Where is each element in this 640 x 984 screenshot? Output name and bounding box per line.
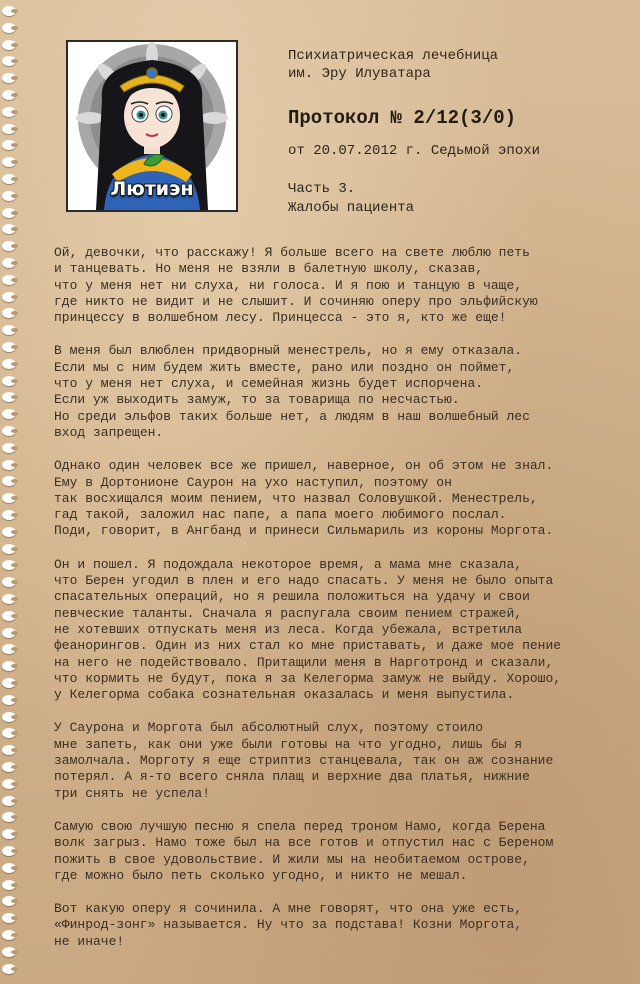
binding-ring [2,510,16,520]
complaint-paragraph [54,720,614,801]
text-line: принцессу в волшебном лесу. Принцесса - это я, кто же еще! [54,310,507,326]
binding-ring [2,90,16,100]
binding-ring [2,863,16,873]
binding-ring [2,392,16,402]
binding-ring [2,426,16,436]
text-line: пожить в свое удовольствие. И жили мы на необитаемом острове, [54,851,530,867]
binding-ring [2,241,16,251]
binding-ring [2,544,16,554]
binding-ring [2,359,16,369]
binding-ring [2,73,16,83]
binding-ring [2,964,16,974]
text-line: потерял. А я-то всего сняла плащ и верхние два платья, нижние [54,769,530,785]
binding-ring [2,140,16,150]
binding-ring [2,443,16,453]
binding-ring [2,712,16,722]
binding-ring [2,947,16,957]
binding-ring [2,493,16,503]
text-line: где никто не видит и не слышит. И сочиняю оперу про эльфийскую [54,293,538,309]
protocol-number: Протокол № 2/12(3/0) [288,107,517,129]
text-line: Он и пошел. Я подождала некоторое время, а мама мне сказала, [54,556,523,572]
binding-ring [2,527,16,537]
text-line: что кормить не будут, пока я за Келегорма замуж не выйду. Хорошо, [54,670,562,686]
binding-ring [2,745,16,755]
text-line: что у меня нет ни слуха, ни голоса. И я пою и танцую в чаще, [54,277,523,293]
text-line: певческие таланты. Сначала я распугала своим пением стражей, [54,605,523,621]
text-line: Ой, девочки, что расскажу! Я больше всего на свете люблю петь [54,245,530,260]
text-line: В меня был влюблен придворный менестрель, но я ему отказала. [54,343,523,359]
text-line: три снять не успела! [54,785,211,801]
complaint-text [54,245,614,967]
text-line: у Келегорма собака сознательная оказалась и меня выпустила. [54,687,515,703]
text-line: вход запрещен. [54,424,164,440]
binding-ring [2,896,16,906]
binding-ring [2,796,16,806]
text-line: Но среди эльфов таких больше нет, а людям в наш волшебный лес [54,408,530,424]
text-line: мне запеть, как они уже были готовы на что угодно, лишь бы я [54,736,523,752]
text-line: что у меня нет слуха, и семейная жизнь будет испорчена. [54,376,484,392]
section-title: Жалобы пациента [288,200,415,216]
binding-ring [2,560,16,570]
text-line: Если уж выходить замуж, то за товарища по несчастью. [54,392,460,408]
binding-ring [2,308,16,318]
document-part: Часть 3. [288,181,356,197]
text-line: что Берен угодил в плен и его надо спасать. У меня не было опыта [54,573,554,589]
binding-ring [2,762,16,772]
binding-ring [2,880,16,890]
complaint-paragraph [54,819,614,884]
binding-ring [2,224,16,234]
binding-ring [2,107,16,117]
text-line: замолчала. Морготу я еще стриптиз станцевала, так он аж сознание [54,753,554,769]
binding-ring [2,258,16,268]
binding-ring [2,191,16,201]
binding-ring [2,275,16,285]
binding-ring [2,695,16,705]
complaint-paragraph [54,557,614,704]
binding-ring [2,779,16,789]
binding-ring [2,409,16,419]
binding-ring [2,174,16,184]
binding-ring [2,124,16,134]
binding-ring [2,661,16,671]
institution-dedication: им. Эру Илуватара [288,66,431,82]
text-line: и танцевать. Но меня не взяли в балетную школу, сказав, [54,261,484,277]
text-line: Поди, говорит, в Ангбанд и принеси Сильмариль из короны Моргота. [54,523,554,539]
binding-ring [2,208,16,218]
text-line: где можно было петь сколько угодно, и никто не мешал. [54,867,468,883]
text-line: так восхищался моим пением, что назвал Соловушкой. Менестрель, [54,490,538,506]
binding-ring [2,913,16,923]
binding-ring [2,292,16,302]
text-line: Однако один человек все же пришел, наверное, он об этом не знал. [54,458,554,474]
binding-ring [2,644,16,654]
text-line: «Финрод-зонг» называется. Ну что за подстава! Козни Моргота, [54,917,523,933]
complaint-paragraph [54,245,614,326]
binding-ring [2,460,16,470]
binding-ring [2,812,16,822]
protocol-date: от 20.07.2012 г. Седьмой эпохи [288,143,541,159]
binding-ring [2,23,16,33]
character-portrait [66,40,238,212]
binding-ring [2,930,16,940]
text-line: волк загрыз. Намо тоже был на все готов и отпустил нас с Береном [54,835,554,851]
text-line: Вот какую оперу я сочинила. А мне говорят, что она уже есть, [54,901,523,917]
text-line: не хотевших отпускать меня из леса. Когда убежала, встретила [54,621,523,637]
binding-ring [2,678,16,688]
complaint-paragraph [54,343,614,441]
binding-ring [2,6,16,16]
binding-ring [2,728,16,738]
complaint-paragraph [54,458,614,539]
spiral-binding [0,0,30,984]
text-line: Если мы с ним будем жить вместе, рано или поздно он поймет, [54,359,515,375]
binding-ring [2,376,16,386]
text-line: Самую свою лучшую песню я спела перед троном Намо, когда Берена [54,818,546,834]
text-line: не иначе! [54,933,125,949]
institution-name: Психиатрическая лечебница [288,48,499,64]
binding-ring [2,476,16,486]
text-line: Ему в Дортонионе Саурон на ухо наступил, поэтому он [54,474,452,490]
character-name-label: Лютиэн [110,178,194,200]
binding-ring [2,342,16,352]
binding-ring [2,628,16,638]
binding-ring [2,829,16,839]
binding-ring [2,157,16,167]
binding-ring [2,40,16,50]
text-line: феанорингов. Один из них стал ко мне приставать, и даже мое пение [54,638,562,654]
binding-ring [2,594,16,604]
text-line: У Саурона и Моргота был абсолютный слух, поэтому стоило [54,720,484,736]
complaint-paragraph [54,901,614,950]
binding-ring [2,325,16,335]
binding-ring [2,846,16,856]
text-line: на него не подействовало. Притащили меня в Нарготронд и сказали, [54,654,554,670]
binding-ring [2,56,16,66]
binding-ring [2,611,16,621]
text-line: спасательных операций, но я решила положиться на удачу и свои [54,589,530,605]
text-line: гад такой, заложил нас папе, а папа моего любимого послал. [54,507,507,523]
binding-ring [2,577,16,587]
